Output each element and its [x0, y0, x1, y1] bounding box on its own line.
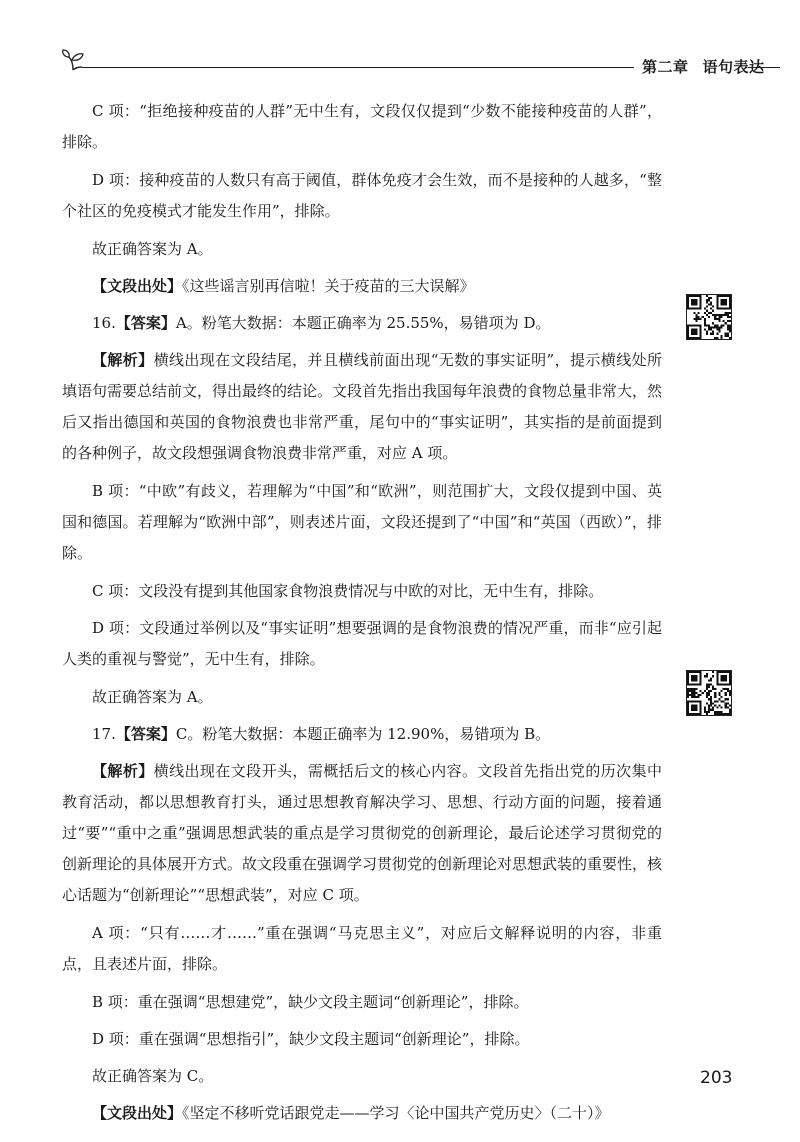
- option-note: A 项：“只有……才……”重在强调“马克思主义”，对应后文解释说明的内容，非重点，且表述片面，排除。: [62, 924, 662, 973]
- option-note: B 项：重在强调“思想建党”，缺少文段主题词“创新理论”，排除。: [92, 993, 529, 1011]
- paragraph: C 项：“拒绝接种疫苗的人群”无中生有，文段仅仅提到“少数不能接种疫苗的人群”，排除。: [62, 102, 662, 151]
- option-note: C 项：文段没有提到其他国家食物浪费情况与中欧的对比，无中生有，排除。: [92, 582, 604, 600]
- conclusion: 故正确答案为 A。: [92, 688, 213, 706]
- chapter-heading: [642, 56, 765, 77]
- page-number: 203: [700, 1068, 733, 1088]
- qr-code-q17[interactable]: [686, 670, 732, 716]
- option-note: D 项：文段通过举例以及“事实证明”想要强调的是食物浪费的情况严重，而非“应引起人类的重视与警觉”，无中生有，排除。: [62, 619, 662, 668]
- analysis-text: 横线出现在文段结尾，并且横线前面出现“无数的事实证明”，提示横线处所填语句需要总结前文，得出最终的结论。文段首先指出我国每年浪费的食物总量非常大，然后又指出德国和英国的食物浪费也非常严重，尾句中的“事实证明”，其实指的是前面提到的各种例子，故文段想强调食物浪费非常严重，对应 A 项。: [62, 351, 663, 462]
- source-title: 《坚定不移听党话跟党走——学习〈论中国共产党历史〉（二十）》: [182, 1104, 610, 1122]
- question-number: 17.: [92, 725, 116, 743]
- qr-code-icon: [687, 295, 731, 339]
- answer-label: 【答案】: [115, 725, 176, 743]
- q17-answer: [62, 719, 662, 750]
- source-title: 《这些谣言别再信啦！关于疫苗的三大误解》: [182, 277, 475, 295]
- conclusion: 故正确答案为 C。: [92, 1067, 214, 1085]
- leaf-icon: [60, 48, 86, 74]
- question-number: 16.: [92, 314, 116, 332]
- page-body: [62, 96, 662, 1135]
- qr-code-q16[interactable]: [686, 294, 732, 340]
- chapter-number: 第二章: [642, 58, 689, 76]
- source-citation: [62, 271, 662, 302]
- analysis-label: 【解析】: [92, 351, 154, 369]
- header-rule-right: [748, 67, 780, 68]
- answer-text: A。粉笔大数据：本题正确率为 25.55%，易错项为 D。: [175, 314, 551, 332]
- paragraph: D 项：接种疫苗的人数只有高于阈值，群体免疫才会生效，而不是接种的人越多，“整个社区的免疫模式才能发生作用”，排除。: [62, 171, 662, 220]
- q17-analysis: [62, 756, 662, 911]
- paragraph: 故正确答案为 A。: [92, 240, 213, 258]
- answer-label: 【答案】: [115, 314, 176, 332]
- q16-answer: [62, 308, 662, 339]
- header-rule-left: [82, 67, 634, 68]
- option-note: B 项：“中欧”有歧义，若理解为“中国”和“欧洲”，则范围扩大，文段仅提到中国、英国和德国。若理解为“欧洲中部”，则表述片面，文段还提到了“中国”和“英国（西欧）”，排除。: [62, 482, 662, 562]
- answer-text: C。粉笔大数据：本题正确率为 12.90%，易错项为 B。: [175, 725, 551, 743]
- q16-analysis: [62, 345, 662, 469]
- qr-code-icon: [687, 671, 731, 715]
- analysis-text: 横线出现在文段开头，需概括后文的核心内容。文段首先指出党的历次集中教育活动，都以思想教育打头，通过思想教育解决学习、思想、行动方面的问题，接着通过“要”“重中之重”强调思想武装的重点是学习贯彻党的创新理论，最后论述学习贯彻党的创新理论的具体展开方式。故文段重在强调学习贯彻党的创新理论对思想武装的重要性，核心话题为“创新理论”“思想武装”，对应 C 项。: [62, 762, 663, 904]
- analysis-label: 【解析】: [92, 762, 154, 780]
- running-header: [60, 48, 780, 78]
- option-note: D 项：重在强调“思想指引”，缺少文段主题词“创新理论”，排除。: [92, 1030, 530, 1048]
- source-label: 【文段出处】: [92, 277, 183, 295]
- chapter-title: 语句表达: [702, 58, 765, 76]
- source-label: 【文段出处】: [92, 1104, 183, 1122]
- source-citation: [62, 1098, 662, 1129]
